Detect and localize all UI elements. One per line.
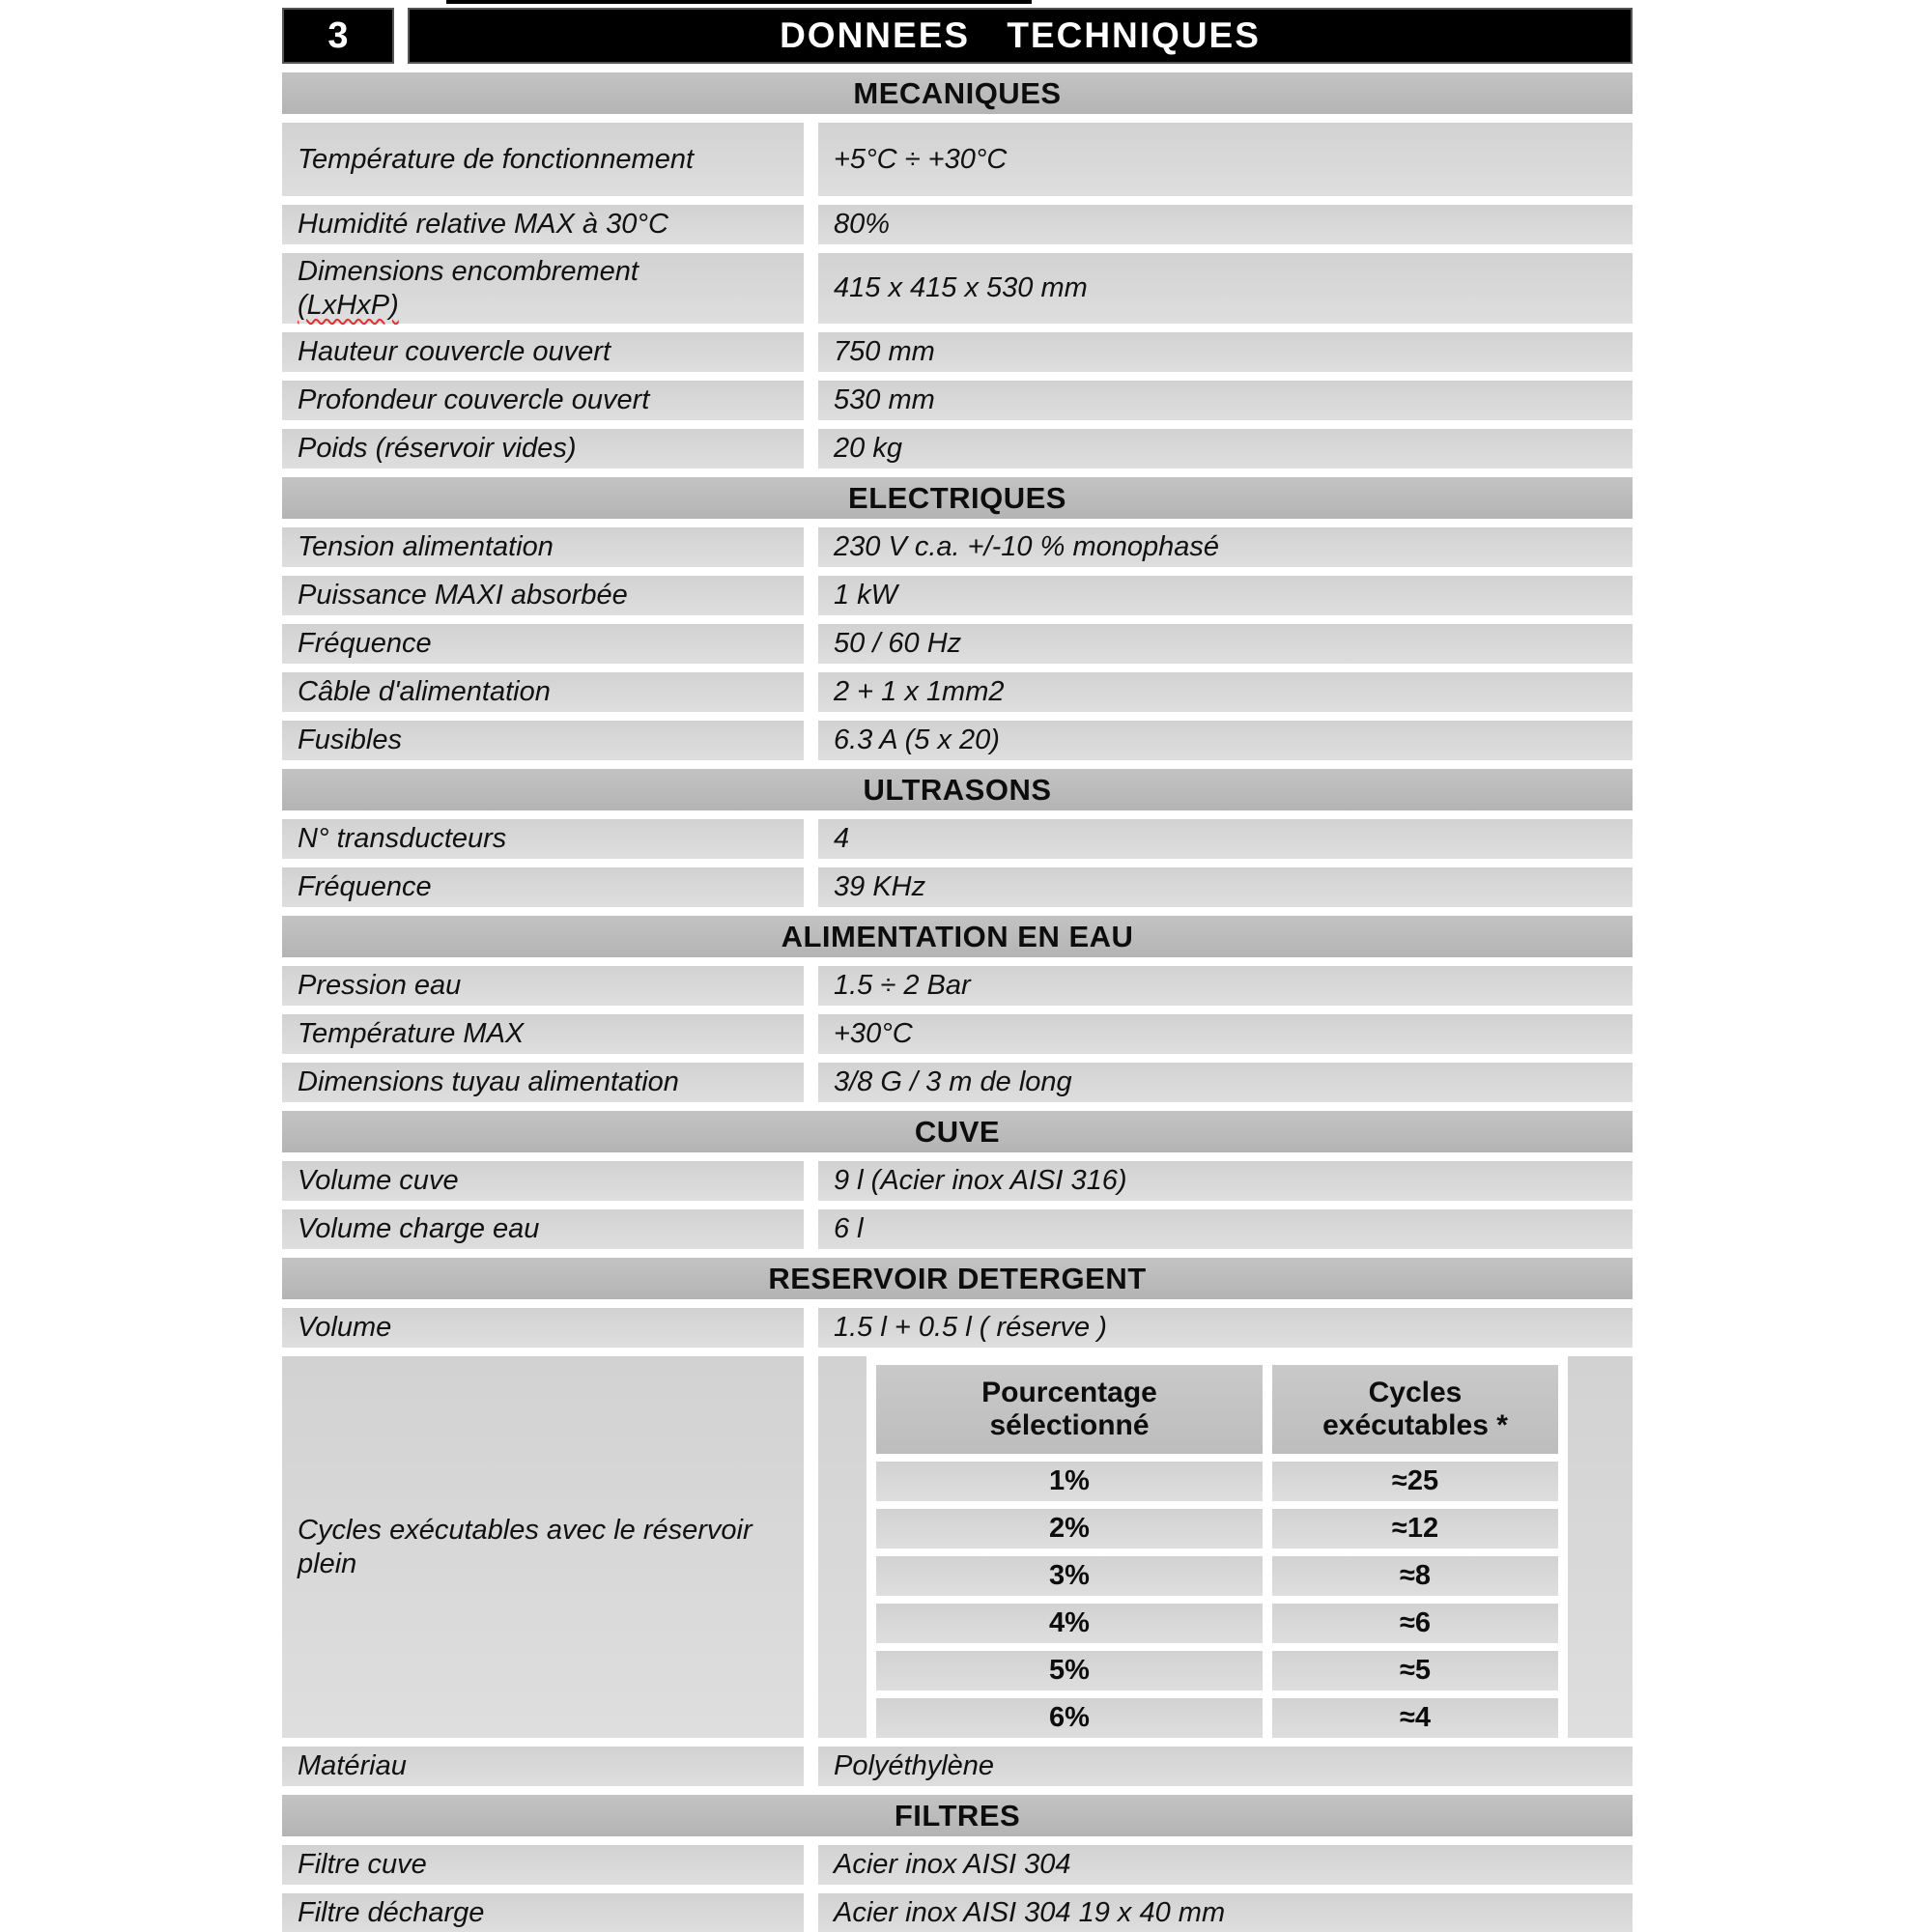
cycles-cell: ≈12	[1272, 1509, 1558, 1548]
spec-label: Filtre décharge	[282, 1893, 804, 1932]
spec-label: Volume charge eau	[282, 1209, 804, 1249]
spec-label: Dimensions tuyau alimentation	[282, 1063, 804, 1102]
spec-row	[282, 867, 1633, 907]
spec-row	[282, 332, 1633, 372]
spec-row	[282, 819, 1633, 859]
cycles-cell: ≈6	[1272, 1604, 1558, 1643]
spec-value: Acier inox AISI 304	[818, 1845, 1633, 1885]
spec-value: 50 / 60 Hz	[818, 624, 1633, 664]
spec-row	[282, 1308, 1633, 1348]
spec-value: 9 l (Acier inox AISI 316)	[818, 1161, 1633, 1201]
spec-row	[282, 1209, 1633, 1249]
spec-value: +5°C ÷ +30°C	[818, 123, 1633, 196]
spec-label: Volume	[282, 1308, 804, 1348]
spec-value: 20 kg	[818, 429, 1633, 469]
spec-label: Profondeur couvercle ouvert	[282, 381, 804, 420]
spec-value: 530 mm	[818, 381, 1633, 420]
percentage-cell: 2%	[876, 1509, 1263, 1548]
spec-label: Poids (réservoir vides)	[282, 429, 804, 469]
spec-label: Hauteur couvercle ouvert	[282, 332, 804, 372]
spec-row	[282, 1747, 1633, 1786]
spec-label: Câble d'alimentation	[282, 672, 804, 712]
cycles-column	[1272, 1356, 1558, 1738]
spec-value: 4	[818, 819, 1633, 859]
cycles-row	[282, 1356, 1633, 1738]
section-band-ultrasons: ULTRASONS	[282, 769, 1633, 810]
spec-value: 3/8 G / 3 m de long	[818, 1063, 1633, 1102]
section-band-alimentation-en-eau: ALIMENTATION EN EAU	[282, 916, 1633, 957]
section-band-mecaniques: MECANIQUES	[282, 72, 1633, 114]
cycles-cell: ≈25	[1272, 1462, 1558, 1501]
cycles-cell: ≈8	[1272, 1556, 1558, 1596]
spec-row	[282, 966, 1633, 1006]
spec-label: Fusibles	[282, 721, 804, 760]
spec-label: Fréquence	[282, 624, 804, 664]
spec-label: Tension alimentation	[282, 527, 804, 567]
spellcheck-note: (LxHxP)	[298, 289, 399, 321]
spec-label: Puissance MAXI absorbée	[282, 576, 804, 615]
spec-value: 39 KHz	[818, 867, 1633, 907]
spec-value: 750 mm	[818, 332, 1633, 372]
spec-row	[282, 1845, 1633, 1885]
section-band-cuve: CUVE	[282, 1111, 1633, 1152]
spec-row	[282, 205, 1633, 244]
spec-label: Cycles exécutables avec le réservoir plein	[282, 1356, 804, 1738]
spec-sections	[282, 72, 1633, 1932]
spec-label: Température de fonctionnement	[282, 123, 804, 196]
spec-value: 6 l	[818, 1209, 1633, 1249]
percentage-cell: 3%	[876, 1556, 1263, 1596]
spec-value: Polyéthylène	[818, 1747, 1633, 1786]
chapter-header	[282, 8, 1633, 64]
spec-value: 1.5 l + 0.5 l ( réserve )	[818, 1308, 1633, 1348]
spec-row	[282, 1161, 1633, 1201]
cycles-cell: ≈5	[1272, 1651, 1558, 1690]
percentage-column	[876, 1356, 1263, 1738]
spec-label-text: Dimensions encombrement	[298, 256, 639, 288]
detergent-strip-right	[1568, 1356, 1633, 1738]
chapter-number: 3	[282, 8, 394, 64]
cycles-header-cell: Cycles exécutables *	[1272, 1365, 1558, 1454]
spec-value: Acier inox AISI 304 19 x 40 mm	[818, 1893, 1633, 1932]
cycles-value-area	[818, 1356, 1633, 1738]
spec-value: 1.5 ÷ 2 Bar	[818, 966, 1633, 1006]
spec-label: Volume cuve	[282, 1161, 804, 1201]
spec-label: N° transducteurs	[282, 819, 804, 859]
spec-row	[282, 1063, 1633, 1102]
section-band-electriques: ELECTRIQUES	[282, 477, 1633, 519]
percentage-cell: 5%	[876, 1651, 1263, 1690]
spec-row	[282, 381, 1633, 420]
spec-row	[282, 721, 1633, 760]
spec-row	[282, 1893, 1633, 1932]
spec-value: 80%	[818, 205, 1633, 244]
spec-row	[282, 576, 1633, 615]
chapter-title: DONNEES TECHNIQUES	[408, 8, 1633, 64]
spec-label: Filtre cuve	[282, 1845, 804, 1885]
spec-value: 2 + 1 x 1mm2	[818, 672, 1633, 712]
section-band-filtres: FILTRES	[282, 1795, 1633, 1836]
percentage-cell: 4%	[876, 1604, 1263, 1643]
percentage-cell: 6%	[876, 1698, 1263, 1738]
spec-value: 1 kW	[818, 576, 1633, 615]
spec-value: 415 x 415 x 530 mm	[818, 253, 1633, 324]
top-edge-rule	[446, 0, 1032, 4]
spec-row	[282, 1014, 1633, 1054]
spec-label: Matériau	[282, 1747, 804, 1786]
percentage-header-cell: Pourcentage sélectionné	[876, 1365, 1263, 1454]
technical-data-table	[282, 8, 1633, 1932]
spec-row	[282, 429, 1633, 469]
spec-label: Pression eau	[282, 966, 804, 1006]
spec-value: +30°C	[818, 1014, 1633, 1054]
spec-row	[282, 123, 1633, 196]
spec-row	[282, 672, 1633, 712]
spec-label: Humidité relative MAX à 30°C	[282, 205, 804, 244]
spec-value: 6.3 A (5 x 20)	[818, 721, 1633, 760]
spec-row	[282, 624, 1633, 664]
percentage-cell: 1%	[876, 1462, 1263, 1501]
spec-row	[282, 253, 1633, 324]
spec-label: Température MAX	[282, 1014, 804, 1054]
spec-label	[282, 253, 804, 324]
section-band-reservoir-detergent: RESERVOIR DETERGENT	[282, 1258, 1633, 1299]
spec-value: 230 V c.a. +/-10 % monophasé	[818, 527, 1633, 567]
detergent-strip-left	[818, 1356, 867, 1738]
cycles-cell: ≈4	[1272, 1698, 1558, 1738]
spec-label: Fréquence	[282, 867, 804, 907]
spec-row	[282, 527, 1633, 567]
